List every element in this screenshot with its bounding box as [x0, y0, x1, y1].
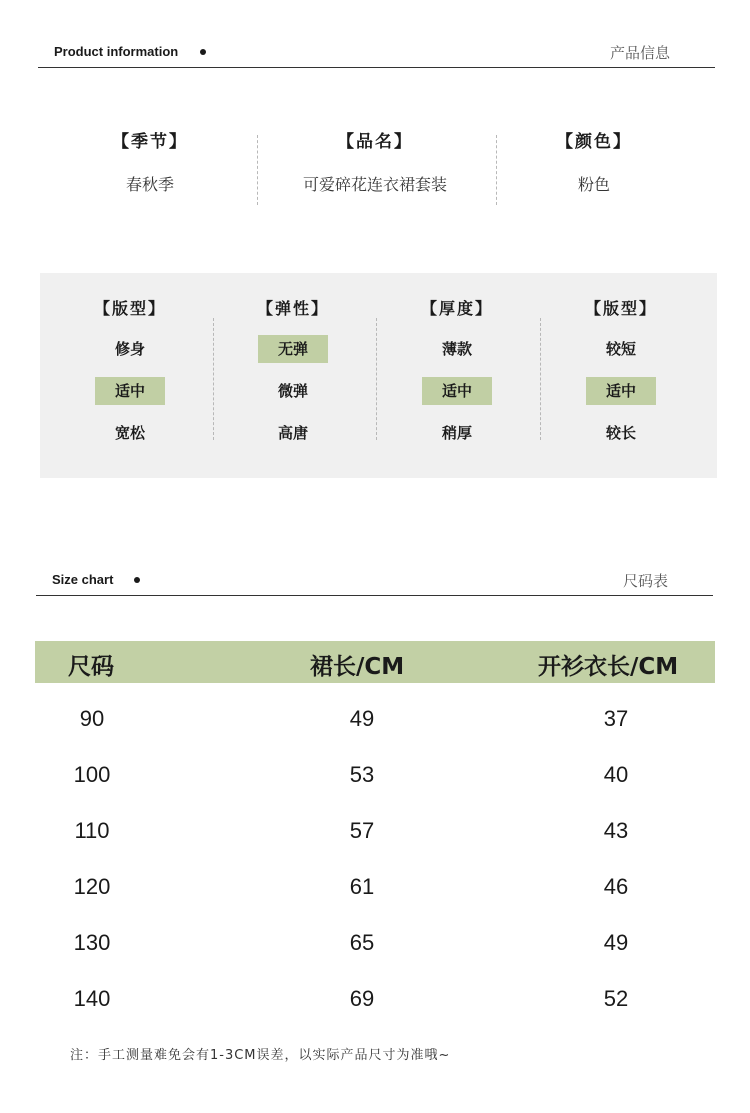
bullet-dot-icon [200, 49, 206, 55]
info-name-value: 可爱碎花连衣裙套装 [302, 175, 447, 194]
attr-thickness [382, 297, 532, 447]
attr-divider [213, 318, 214, 440]
measurement-note: 注：手工测量难免会有1-3CM误差，以实际产品尺寸为准哦~ [70, 1048, 451, 1063]
skirt-length-cell: 57 [349, 818, 375, 843]
attr-fit-option-selected: 适中 [95, 377, 165, 405]
attr-thickness-option-selected: 适中 [422, 377, 492, 405]
attr-length-option-selected: 适中 [586, 377, 656, 405]
info-season-label: 【季节】 [112, 132, 188, 152]
attr-length-option: 较长 [605, 424, 636, 442]
cardigan-length-cell: 46 [603, 874, 629, 899]
size-cell: 90 [79, 706, 105, 731]
header-skirt-length: 裙长/CM [310, 654, 405, 680]
attr-fit-option: 修身 [114, 340, 145, 358]
info-name [275, 127, 475, 195]
skirt-length-cell: 69 [349, 986, 375, 1011]
attr-elasticity [218, 297, 368, 447]
header-size: 尺码 [68, 654, 114, 680]
attr-elasticity-option: 微弹 [277, 382, 308, 400]
attr-length [546, 297, 696, 447]
size-chart-title-cn: 尺码表 [622, 572, 668, 590]
size-cell: 110 [74, 818, 110, 843]
product-info-title-cn: 产品信息 [609, 44, 670, 62]
cardigan-length-cell: 40 [603, 762, 629, 787]
attr-thickness-option: 稍厚 [441, 424, 472, 442]
product-info-title-en: Product information [54, 44, 179, 59]
attr-length-label: 【版型】 [584, 299, 657, 318]
attr-fit [55, 297, 205, 447]
skirt-length-cell: 65 [349, 930, 375, 955]
skirt-length-cell: 49 [349, 706, 375, 731]
attr-fit-label: 【版型】 [93, 299, 166, 318]
attr-elasticity-option: 高唐 [277, 424, 308, 442]
attr-divider [376, 318, 377, 440]
attr-length-option: 较短 [605, 340, 636, 358]
info-divider [257, 135, 258, 205]
bullet-dot-icon [134, 577, 140, 583]
cardigan-length-cell: 43 [603, 818, 629, 843]
cardigan-length-cell: 37 [603, 706, 629, 731]
size-cell: 140 [73, 986, 111, 1011]
cardigan-length-cell: 49 [603, 930, 629, 955]
info-color-value: 粉色 [577, 175, 610, 194]
skirt-length-cell: 53 [349, 762, 375, 787]
attr-thickness-label: 【厚度】 [420, 299, 493, 318]
info-color-label: 【颜色】 [556, 132, 632, 152]
info-season [50, 127, 250, 195]
info-name-label: 【品名】 [337, 132, 413, 152]
size-chart-title-en: Size chart [52, 572, 114, 587]
size-cell: 130 [73, 930, 111, 955]
attr-elasticity-option-selected: 无弹 [258, 335, 328, 363]
attr-elasticity-label: 【弹性】 [256, 299, 329, 318]
info-season-value: 春秋季 [125, 175, 174, 194]
attr-thickness-option: 薄款 [441, 340, 472, 358]
info-color [494, 127, 694, 195]
attr-divider [540, 318, 541, 440]
section-divider [38, 67, 715, 68]
section-divider [36, 595, 713, 596]
cardigan-length-cell: 52 [603, 986, 629, 1011]
size-cell: 120 [73, 874, 111, 899]
attr-fit-option: 宽松 [114, 424, 145, 442]
skirt-length-cell: 61 [349, 874, 375, 899]
size-cell: 100 [73, 762, 111, 787]
header-cardigan-length: 开衫衣长/CM [538, 654, 679, 680]
